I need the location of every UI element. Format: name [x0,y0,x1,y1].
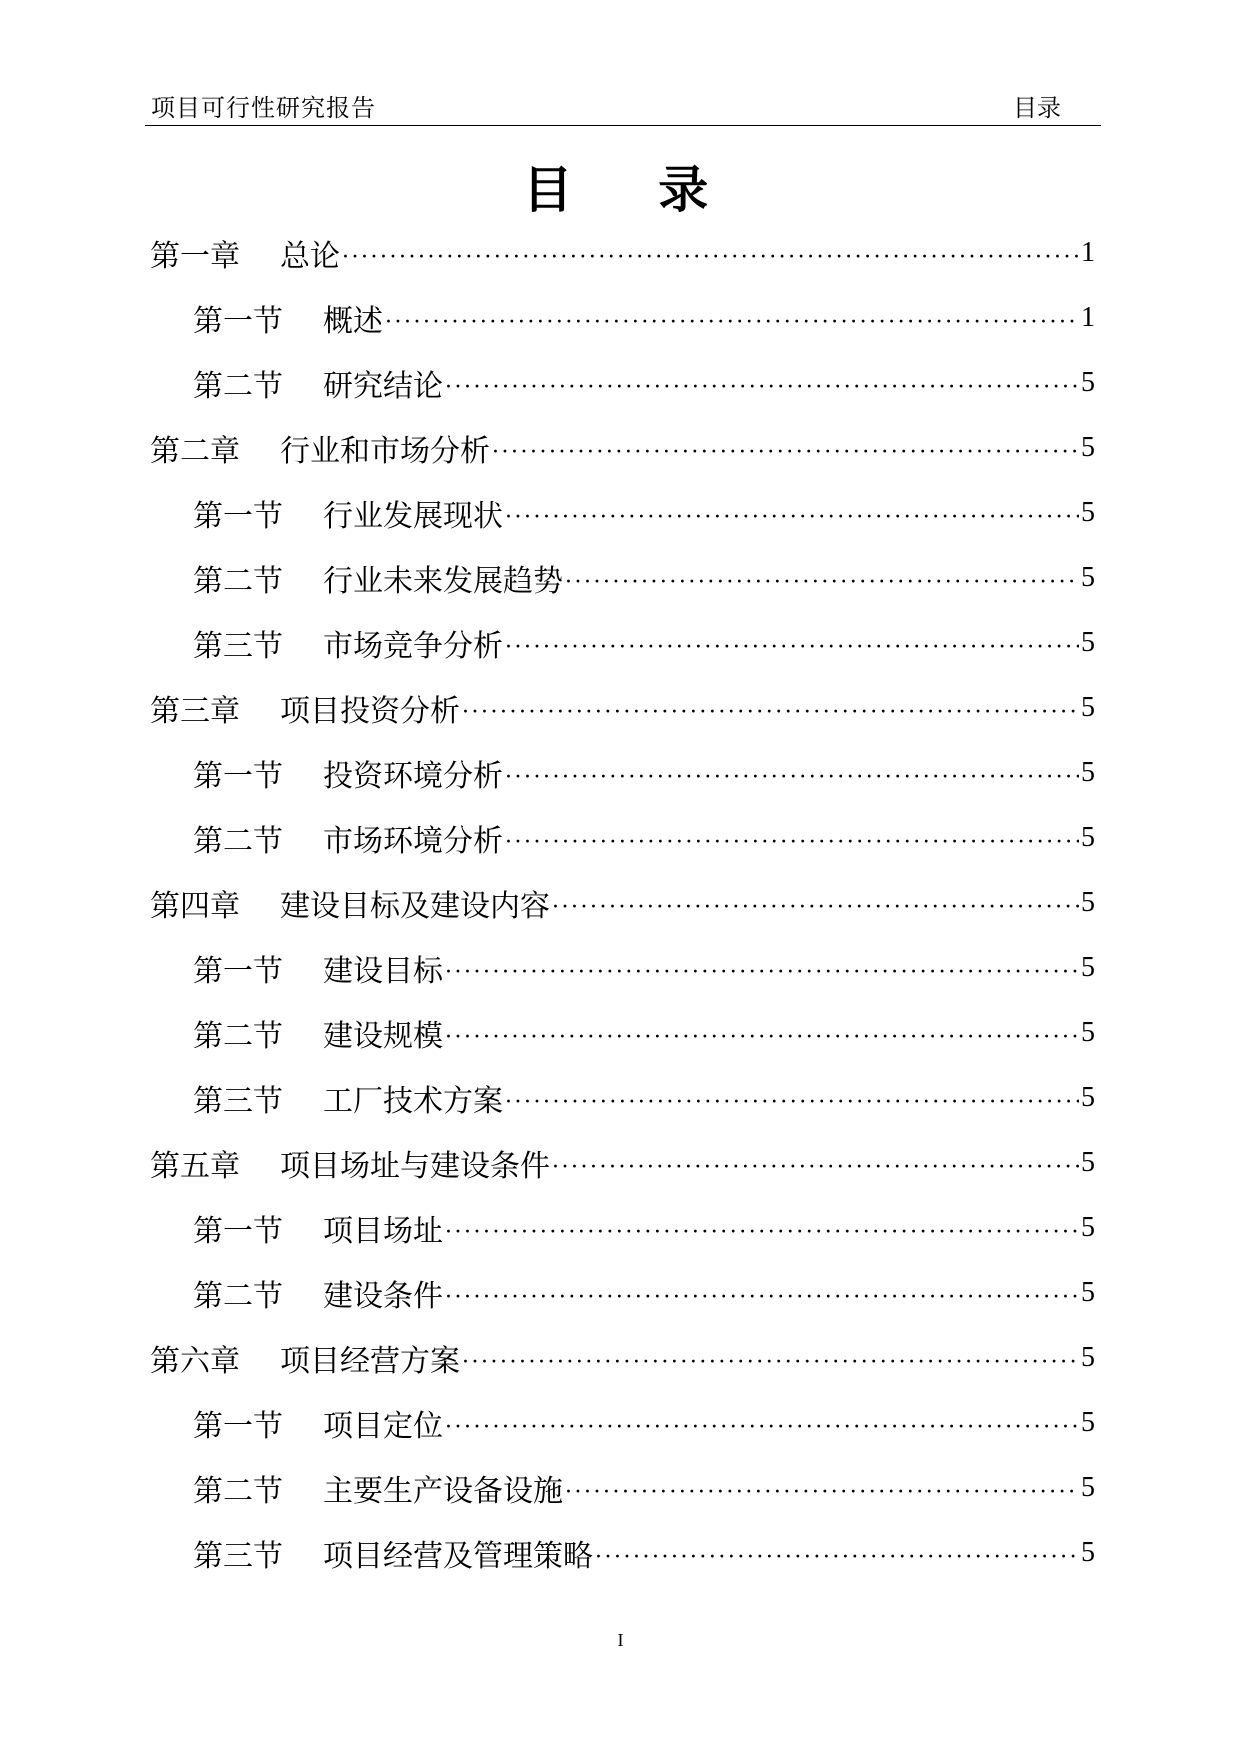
toc-entry-page-number: 5 [1081,951,1095,983]
toc-entry-page-number: 5 [1081,1146,1095,1178]
toc-section-entry[interactable] [150,610,1095,675]
toc-entry-page-number: 5 [1081,886,1095,918]
header-divider [145,125,1101,126]
toc-entry-number: 第二节 [193,1278,283,1314]
toc-chapter-entry[interactable] [150,220,1095,285]
toc-entry-page-number: 5 [1081,1341,1095,1373]
toc-section-entry[interactable] [150,1195,1095,1260]
toc-section-entry[interactable] [150,740,1095,805]
toc-entry-page-number: 5 [1081,626,1095,658]
toc-entry-title: 概述 [323,303,383,339]
page-number: I [617,1630,624,1650]
toc-dot-leader [505,1082,1079,1117]
page-title: 目 录 [522,160,743,219]
toc-entry-number: 第三节 [193,628,283,664]
toc-entry-page-number: 5 [1081,1211,1095,1243]
toc-entry-number: 第二节 [193,1018,283,1054]
toc-entry-page-number: 5 [1081,561,1095,593]
toc-dot-leader [505,627,1079,662]
page-header [145,88,1101,124]
toc-dot-leader [342,237,1079,272]
toc-entry-title: 项目经营方案 [280,1343,460,1379]
toc-entry-number: 第四章 [150,888,240,924]
toc-entry-page-number: 5 [1081,1276,1095,1308]
toc-entry-number: 第一节 [193,498,283,534]
toc-entry-number: 第六章 [150,1343,240,1379]
toc-dot-leader [462,692,1079,727]
toc-entry-title: 市场环境分析 [323,823,503,859]
toc-entry-number: 第二节 [193,1473,283,1509]
toc-entry-page-number: 5 [1081,431,1095,463]
toc-entry-title: 建设目标 [323,953,443,989]
toc-dot-leader [445,952,1079,987]
toc-entry-title: 建设规模 [323,1018,443,1054]
toc-entry-title: 建设条件 [323,1278,443,1314]
toc-dot-leader [445,1407,1079,1442]
toc-chapter-entry[interactable] [150,870,1095,935]
toc-section-entry[interactable] [150,935,1095,1000]
toc-entry-page-number: 1 [1081,301,1095,333]
header-document-title: 项目可行性研究报告 [151,94,376,122]
toc-entry-page-number: 5 [1081,1471,1095,1503]
toc-entry-title: 项目经营及管理策略 [323,1538,593,1574]
toc-dot-leader [505,822,1079,857]
toc-entry-title: 项目场址 [323,1213,443,1249]
toc-dot-leader [565,1472,1079,1507]
toc-section-entry[interactable] [150,1000,1095,1065]
toc-entry-number: 第二节 [193,563,283,599]
toc-entry-title: 主要生产设备设施 [323,1473,563,1509]
toc-entry-page-number: 1 [1081,236,1095,268]
toc-entry-title: 项目投资分析 [280,693,460,729]
toc-entry-number: 第一节 [193,1408,283,1444]
toc-section-entry[interactable] [150,545,1095,610]
toc-chapter-entry[interactable] [150,675,1095,740]
toc-entry-page-number: 5 [1081,366,1095,398]
toc-entry-page-number: 5 [1081,1016,1095,1048]
toc-entry-number: 第三节 [193,1538,283,1574]
toc-chapter-entry[interactable] [150,1130,1095,1195]
toc-entry-number: 第一章 [150,238,240,274]
toc-entry-number: 第一节 [193,758,283,794]
toc-section-entry[interactable] [150,1520,1095,1585]
toc-entry-title: 行业发展现状 [323,498,503,534]
toc-entry-number: 第一节 [193,953,283,989]
toc-section-entry[interactable] [150,1065,1095,1130]
toc-dot-leader [385,302,1079,337]
toc-entry-title: 建设目标及建设内容 [280,888,550,924]
header-section-name: 目录 [1013,94,1061,122]
toc-dot-leader [505,757,1079,792]
toc-dot-leader [462,1342,1079,1377]
toc-dot-leader [445,1212,1079,1247]
toc-dot-leader [565,562,1079,597]
toc-entry-title: 项目定位 [323,1408,443,1444]
toc-entry-title: 投资环境分析 [323,758,503,794]
toc-entry-page-number: 5 [1081,756,1095,788]
toc-dot-leader [445,1277,1079,1312]
toc-entry-title: 项目场址与建设条件 [280,1148,550,1184]
toc-entry-number: 第三节 [193,1083,283,1119]
toc-entry-page-number: 5 [1081,821,1095,853]
toc-entry-title: 市场竞争分析 [323,628,503,664]
toc-entry-number: 第一节 [193,303,283,339]
toc-entry-page-number: 5 [1081,1406,1095,1438]
toc-section-entry[interactable] [150,1455,1095,1520]
toc-entry-title: 总论 [280,238,340,274]
toc-entry-page-number: 5 [1081,1081,1095,1113]
toc-dot-leader [505,497,1079,532]
toc-entry-title: 研究结论 [323,368,443,404]
toc-dot-leader [552,887,1079,922]
toc-entry-title: 行业和市场分析 [280,433,490,469]
toc-chapter-entry[interactable] [150,1325,1095,1390]
toc-entry-number: 第五章 [150,1148,240,1184]
toc-section-entry[interactable] [150,1260,1095,1325]
toc-entry-number: 第一节 [193,1213,283,1249]
toc-entry-page-number: 5 [1081,691,1095,723]
toc-section-entry[interactable] [150,480,1095,545]
toc-entry-number: 第三章 [150,693,240,729]
toc-entry-title: 工厂技术方案 [323,1083,503,1119]
toc-entry-page-number: 5 [1081,1536,1095,1568]
toc-entry-page-number: 5 [1081,496,1095,528]
toc-chapter-entry[interactable] [150,415,1095,480]
toc-section-entry[interactable] [150,1390,1095,1455]
toc-entry-number: 第二章 [150,433,240,469]
toc-entry-title: 行业未来发展趋势 [323,563,563,599]
toc-entry-number: 第二节 [193,823,283,859]
toc-dot-leader [445,1017,1079,1052]
toc-entry-number: 第二节 [193,368,283,404]
toc-dot-leader [595,1537,1079,1572]
toc-dot-leader [445,367,1079,402]
toc-dot-leader [552,1147,1079,1182]
toc-dot-leader [492,432,1079,467]
table-of-contents [150,220,1095,1585]
toc-section-entry[interactable] [150,285,1095,350]
toc-section-entry[interactable] [150,805,1095,870]
toc-section-entry[interactable] [150,350,1095,415]
